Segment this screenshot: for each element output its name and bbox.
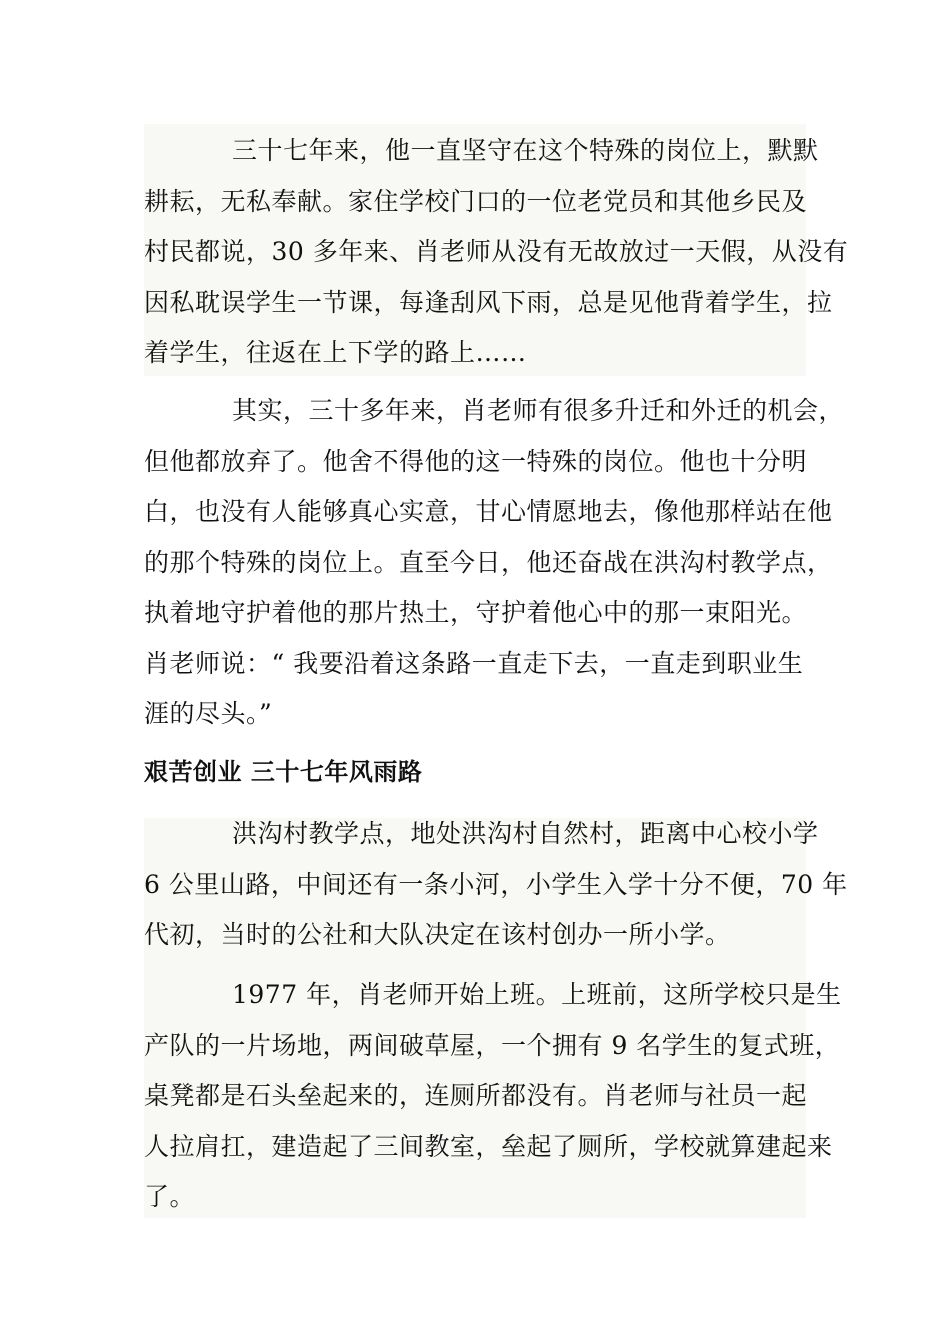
- text-line: 6 公里山路，中间还有一条小河，小学生入学十分不便，70 年: [144, 869, 848, 899]
- text-line: 但他都放弃了。他舍不得他的这一特殊的岗位。他也十分明: [144, 446, 808, 476]
- section-paragraph-2: [144, 970, 842, 1223]
- text-line: 人拉肩扛，建造起了三间教室，垒起了厕所，学校就算建起来: [144, 1131, 833, 1161]
- section-heading: 艰苦创业 三十七年风雨路: [144, 758, 423, 786]
- paragraph-2: [144, 386, 845, 740]
- text-line: 桌凳都是石头垒起来的，连厕所都没有。肖老师与社员一起: [144, 1081, 808, 1110]
- text-line: 村民都说，30 多年来、肖老师从没有无故放过一天假，从没有: [144, 237, 849, 266]
- text-line: 耕耘，无私奉献。家住学校门口的一位老党员和其他乡民及: [144, 186, 808, 216]
- text-line: 肖老师说：“ 我要沿着这条路一直走下去，一直走到职业生: [144, 648, 804, 678]
- text-line: 涯的尽头。”: [144, 699, 273, 728]
- text-line: 着学生，往返在上下学的路上……: [144, 338, 527, 367]
- section-paragraph-1: [144, 809, 848, 961]
- text-line: 执着地守护着他的那片热土，守护着他心中的那一束阳光。: [144, 598, 808, 627]
- text-line: 1977 年，肖老师开始上班。上班前，这所学校只是生: [232, 980, 842, 1009]
- text-line: 洪沟村教学点，地处洪沟村自然村，距离中心校小学: [232, 819, 819, 848]
- text-line: 三十七年来，他一直坚守在这个特殊的岗位上，默默: [232, 136, 819, 165]
- text-line: 代初，当时的公社和大队决定在该村创办一所小学。: [144, 920, 731, 949]
- text-line: 因私耽误学生一节课，每逢刮风下雨，总是见他背着学生，拉: [144, 287, 833, 317]
- text-line: 了。: [144, 1182, 196, 1211]
- text-line: 的那个特殊的岗位上。直至今日，他还奋战在洪沟村教学点，: [144, 547, 833, 577]
- text-line: 产队的一片场地，两间破草屋，一个拥有 9 名学生的复式班，: [144, 1030, 841, 1060]
- text-line: 其实，三十多年来，肖老师有很多升迁和外迁的机会，: [232, 396, 845, 425]
- text-line: 白，也没有人能够真心实意，甘心情愿地去，像他那样站在他: [144, 497, 833, 526]
- paragraph-1: [144, 126, 849, 379]
